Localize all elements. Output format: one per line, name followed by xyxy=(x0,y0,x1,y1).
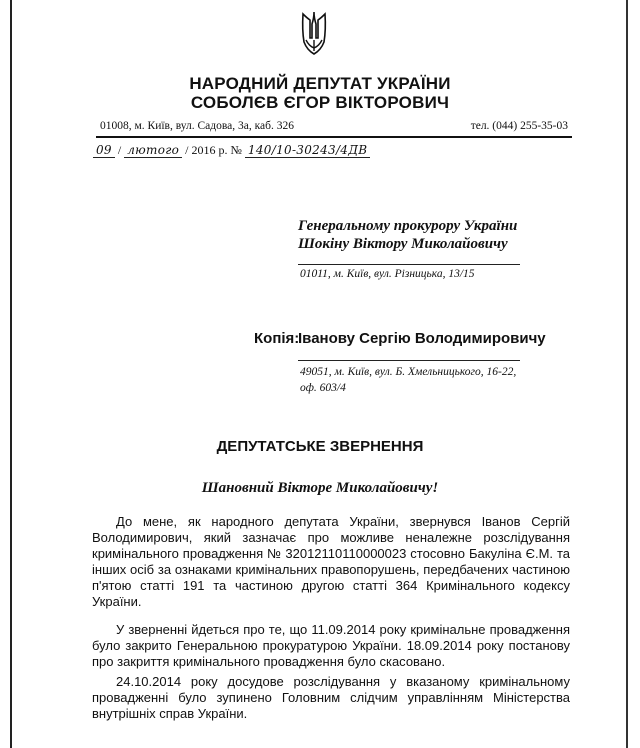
registration-day: 09 xyxy=(93,143,115,158)
body-paragraph: У зверненні йдеться про те, що 11.09.2014 року кримінальне провадження було закрито Генеральною прокуратурою України. 18.09.2014 року постанову про закриття кримінального провадження було скасовано. xyxy=(92,622,570,669)
body-paragraph: 24.10.2014 року досудове розслідування у вказаному кримінальному провадженні було зупинено Головним слідчим управлінням Міністерства внутрішніх справ України. xyxy=(92,674,570,721)
registration-line: 09 / лютого / 2016 р. № 140/10-30243/4ДВ xyxy=(93,143,370,158)
letterhead-divider xyxy=(96,136,572,138)
copy-rule xyxy=(298,360,520,361)
recipient-rule xyxy=(298,264,520,265)
copy-address-line1: 49051, м. Київ, вул. Б. Хмельницького, 16-22, xyxy=(300,366,517,378)
body-paragraph: До мене, як народного депутата України, звернувся Іванов Сергій Володимирович, який зазначає про можливе неналежне розслідування кримінального провадження № 32012110110000023 стосовно Бакуліна Є.М. та інших осіб за ознаками кримінальних правопорушень, передбачених частиною п'ятою статті 191 та частиною другою статті 364 Кримінального кодексу України. xyxy=(92,514,570,609)
copy-recipient-name: Іванову Сергію Володимировичу xyxy=(298,330,546,347)
copy-address-line2: оф. 603/4 xyxy=(300,382,346,394)
copy-label: Копія: xyxy=(254,330,300,347)
document-heading: ДЕПУТАТСЬКЕ ЗВЕРНЕННЯ xyxy=(216,438,424,455)
registration-number: 140/10-30243/4ДВ xyxy=(245,143,371,158)
recipient-position: Генеральному прокурору України xyxy=(298,218,518,234)
recipient-name: Шокіну Віктору Миколайовичу xyxy=(298,236,508,252)
recipient-address: 01011, м. Київ, вул. Різницька, 13/15 xyxy=(300,268,475,280)
salutation: Шановний Вікторе Миколайовичу! xyxy=(201,480,439,496)
deputy-title: НАРОДНИЙ ДЕПУТАТ УКРАЇНИ xyxy=(189,74,451,93)
office-phone: тел. (044) 255-35-03 xyxy=(470,120,568,132)
registration-month: лютого xyxy=(124,143,182,158)
registration-year: 2016 р. № xyxy=(191,143,242,157)
trident-emblem-icon xyxy=(301,10,327,56)
office-address: 01008, м. Київ, вул. Садова, 3а, каб. 326 xyxy=(100,120,294,132)
deputy-name: СОБОЛЄВ ЄГОР ВІКТОРОВИЧ xyxy=(190,93,450,112)
